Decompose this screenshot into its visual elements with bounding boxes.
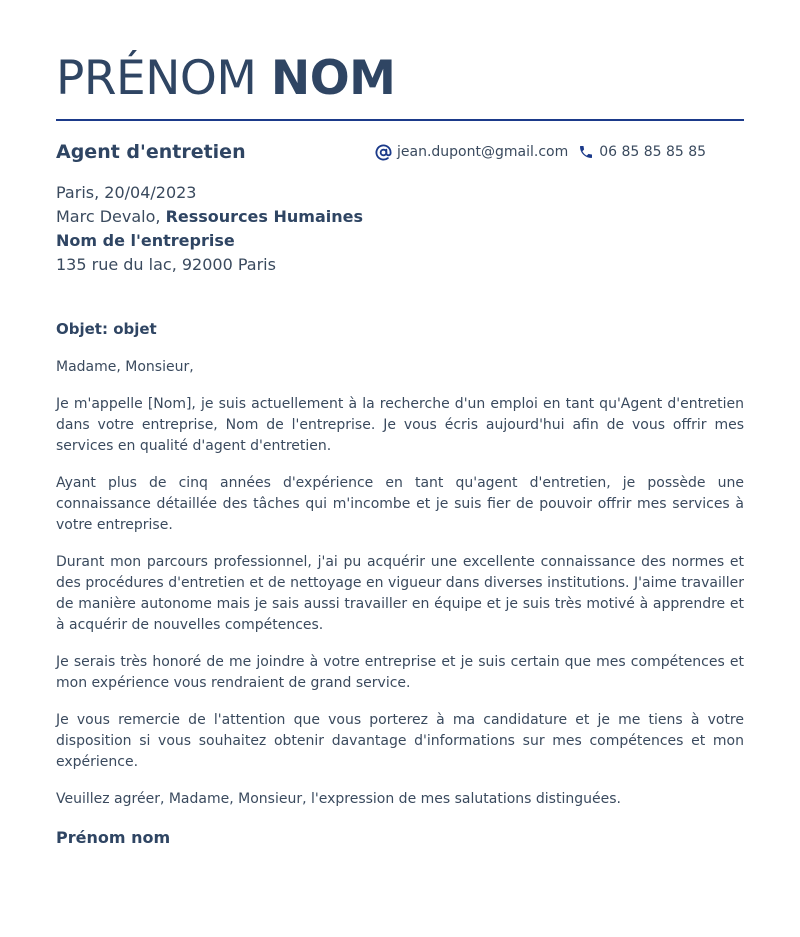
recipient-department: Ressources Humaines: [165, 207, 363, 226]
phone-icon: [578, 144, 594, 160]
letter-subject: Objet: objet: [56, 320, 157, 338]
phone-contact[interactable]: [578, 142, 706, 162]
company-name: Nom de l'entreprise: [56, 231, 235, 250]
address-block: [56, 181, 363, 277]
paragraph: Je m'appelle [Nom], je suis actuellement à la recherche d'un emploi en tant qu'Agent d'entretien dans votre entreprise, Nom de l'entreprise. Je vous écris aujourd'hui afin de vous offrir mes services en qualité d'agent d'entretien.: [56, 396, 744, 454]
paragraph: Ayant plus de cinq années d'expérience en tant qu'agent d'entretien, je possède une connaissance détaillée des tâches qui m'incombe et je suis fier de pouvoir offrir mes services à votre entreprise.: [56, 475, 744, 533]
place-date: Paris, 20/04/2023: [56, 183, 197, 202]
applicant-name: [56, 50, 395, 108]
contact-info: [375, 142, 706, 162]
salutation: Madame, Monsieur,: [56, 359, 194, 375]
last-name: NOM: [270, 51, 396, 106]
phone-text: 06 85 85 85 85: [599, 144, 707, 160]
closing-formula: Veuillez agréer, Madame, Monsieur, l'expression de mes salutations distinguées.: [56, 791, 621, 807]
job-title: Agent d'entretien: [56, 141, 246, 163]
email-contact[interactable]: [375, 142, 568, 162]
paragraph: Je vous remercie de l'attention que vous porterez à ma candidature et je me tiens à votre disposition si vous souhaitez obtenir davantage d'informations sur mes compétences et mon expérience.: [56, 712, 744, 770]
recipient-name: Marc Devalo,: [56, 207, 161, 226]
first-name: PRÉNOM: [56, 51, 257, 106]
header-divider: [56, 119, 744, 121]
signature: Prénom nom: [56, 828, 171, 847]
company-address: 135 rue du lac, 92000 Paris: [56, 255, 276, 274]
at-sign-icon: [375, 144, 392, 161]
paragraph: Durant mon parcours professionnel, j'ai pu acquérir une excellente connaissance des normes et des procédures d'entretien et de nettoyage en vigueur dans diverses institutions. J'aime travailler de manière autonome mais je sais aussi travailler en équipe et je suis très motivé à apprendre et à acquérir de nouvelles compétences.: [56, 554, 744, 633]
paragraph: Je serais très honoré de me joindre à votre entreprise et je suis certain que mes compétences et mon expérience vous rendraient de grand service.: [56, 654, 744, 691]
letter-body: [56, 357, 744, 826]
email-text: jean.dupont@gmail.com: [397, 144, 569, 160]
recipient-line: [56, 205, 363, 229]
